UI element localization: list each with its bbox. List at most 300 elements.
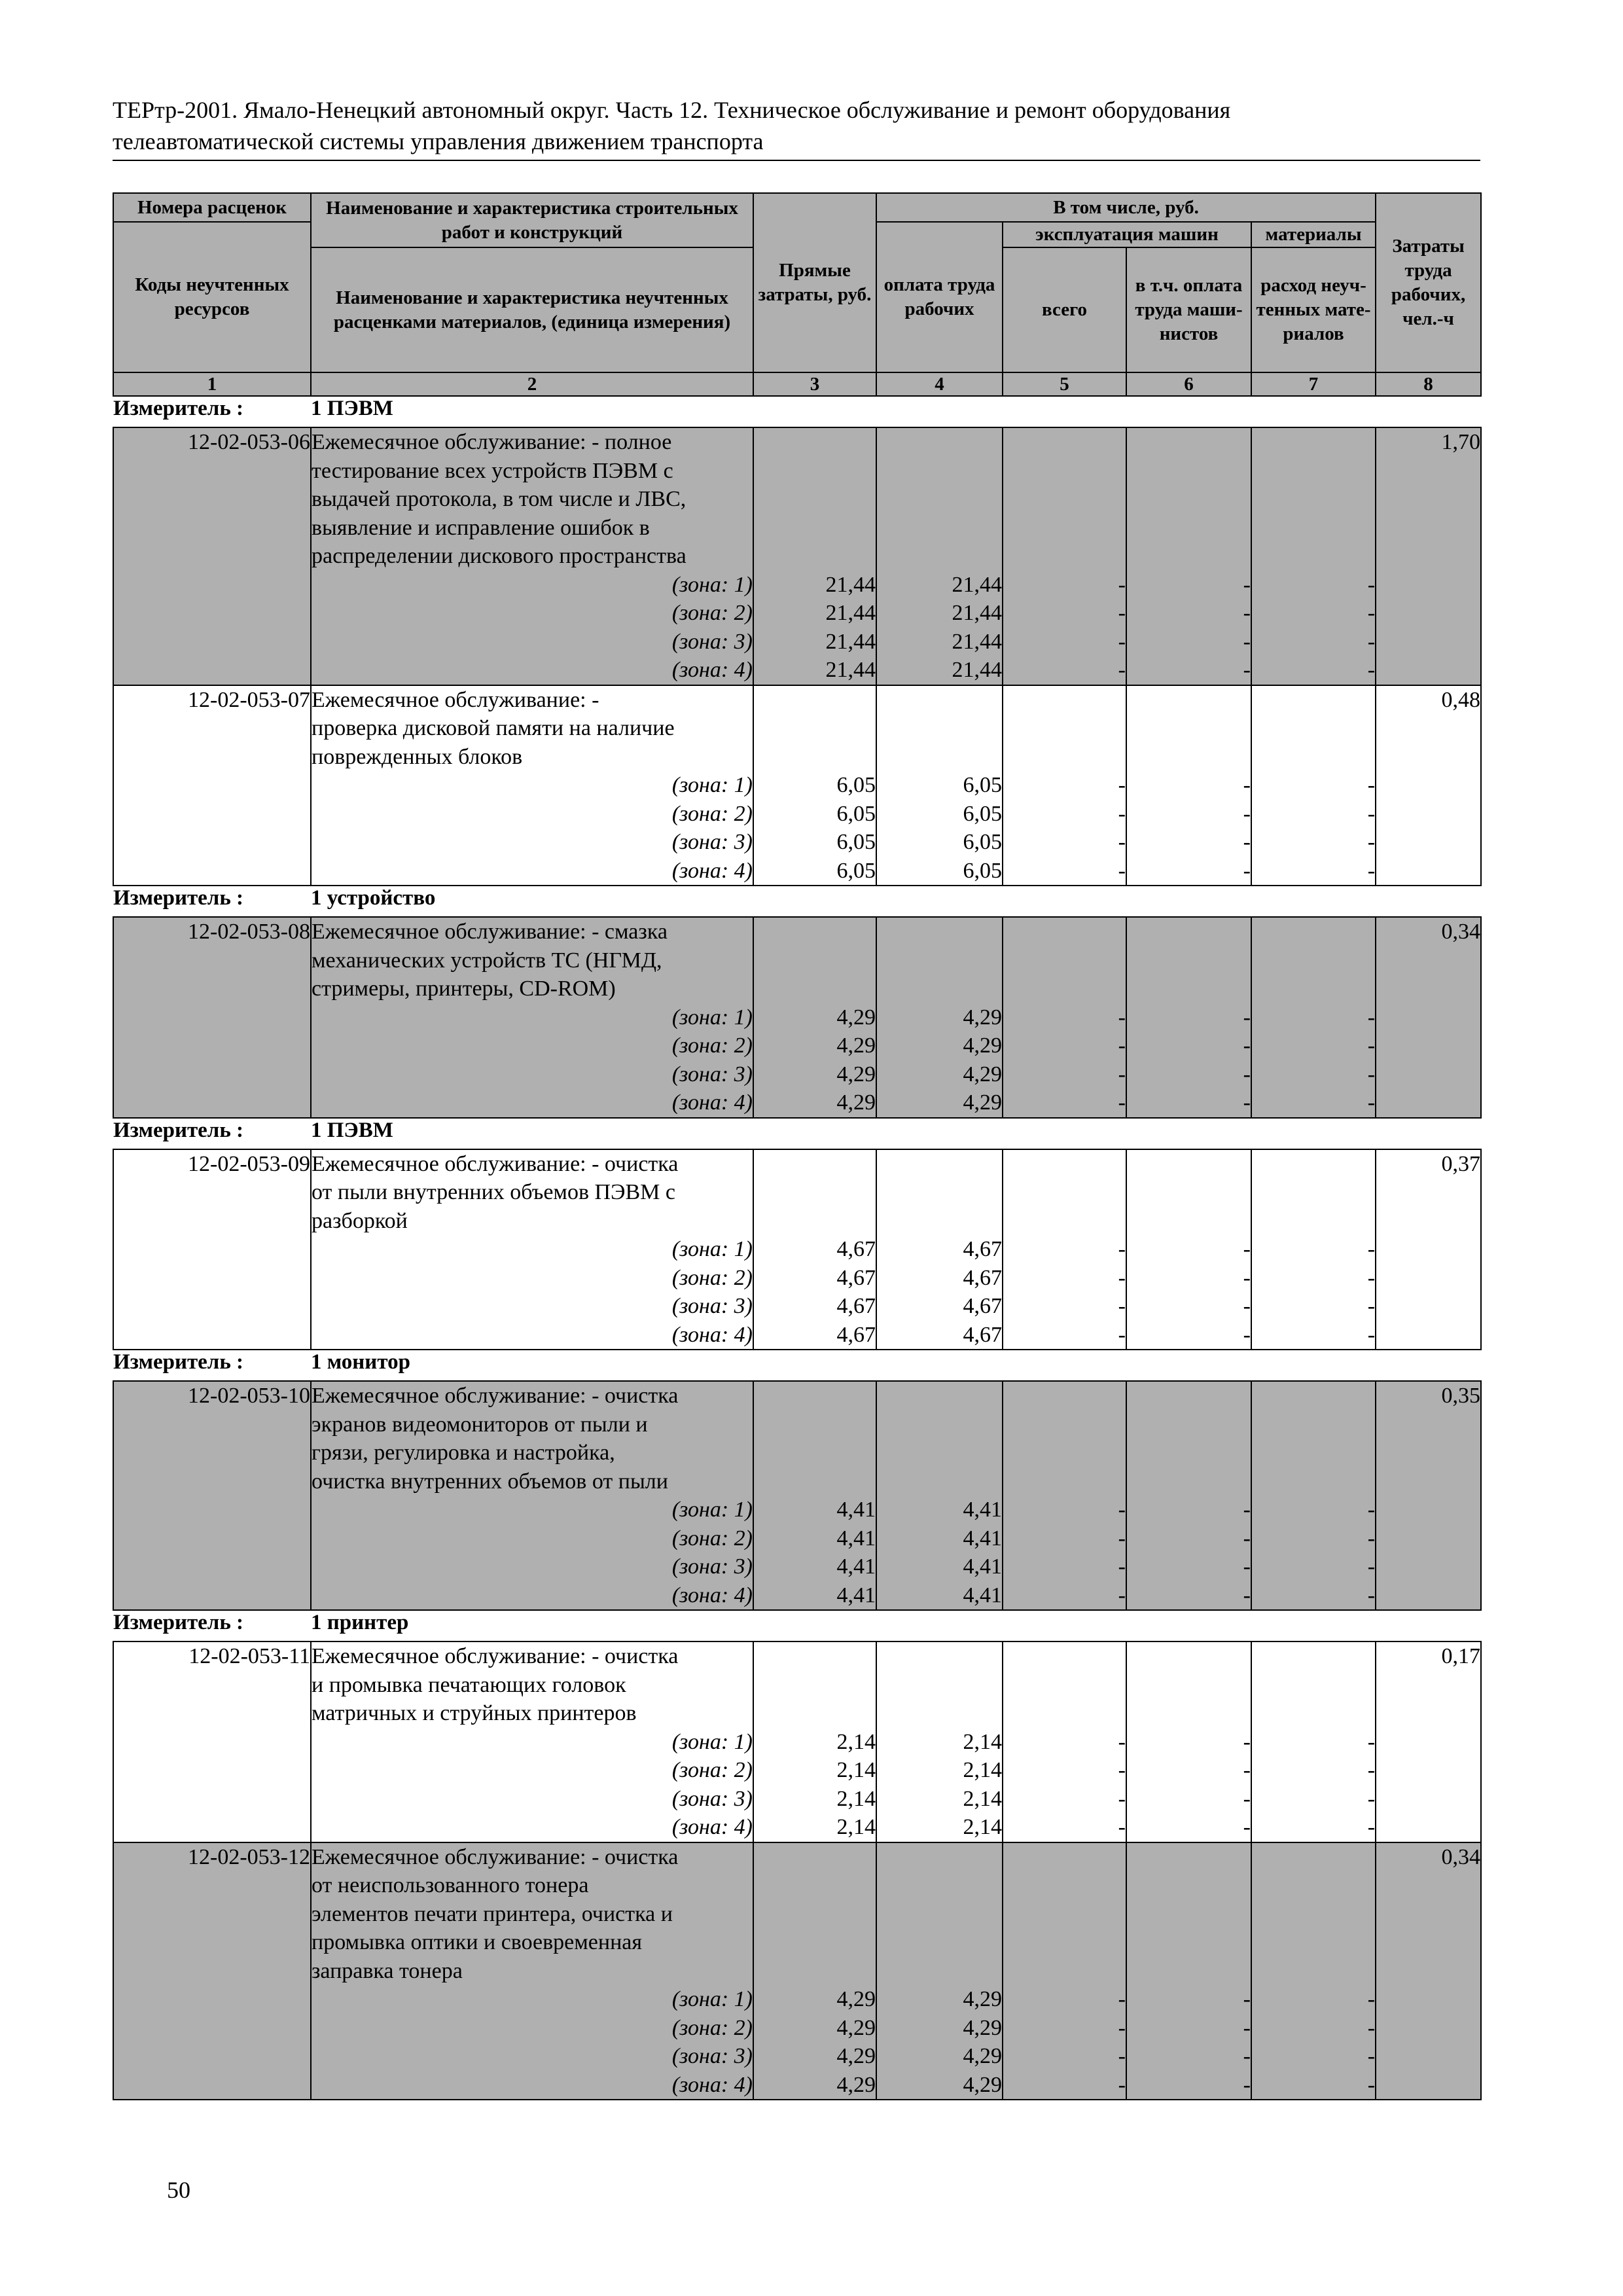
material-use: - [1251,1088,1376,1118]
empty-cell [113,1088,311,1118]
zone-label: (зона: 1) [311,1496,753,1524]
rate-code-cell [113,457,311,486]
empty-cell [876,1928,1003,1957]
zone-label: (зона: 2) [311,1756,753,1785]
machine-total: - [1003,599,1126,628]
empty-cell [1376,1957,1481,1986]
empty-cell [113,2042,311,2071]
machine-total: - [1003,800,1126,829]
rate-code-cell [113,1207,311,1236]
empty-cell [1126,1381,1251,1410]
empty-cell [753,1178,876,1207]
rate-code: 12-02-053-07 [113,685,311,715]
worker-pay: 4,67 [876,1292,1003,1321]
page-number: 50 [167,2177,190,2203]
empty-cell [1376,946,1481,975]
rate-description-line: Ежемесячное обслуживание: - очистка [311,1842,753,1872]
worker-pay: 21,44 [876,656,1003,685]
machine-total: - [1003,1003,1126,1032]
operator-pay: - [1126,1060,1251,1089]
zone-label: (зона: 3) [311,828,753,857]
empty-cell [876,975,1003,1003]
empty-cell [1126,917,1251,946]
meter-value: 1 принтер [311,1611,409,1634]
material-use: - [1251,599,1376,628]
empty-cell [876,457,1003,486]
empty-cell [1251,946,1376,975]
zone-label: (зона: 1) [311,771,753,800]
worker-pay: 4,67 [876,1264,1003,1293]
worker-pay: 4,29 [876,1088,1003,1118]
header-line-1: ТЕРтр-2001. Ямало-Ненецкий автономный округ. Часть 12. Техническое обслуживание и ремонт оборудования [113,97,1231,123]
empty-cell [1251,1957,1376,1986]
rate-row [113,917,1481,946]
empty-cell [1003,1699,1126,1728]
operator-pay: - [1126,1235,1251,1264]
empty-cell [1003,1900,1126,1929]
direct-cost: 4,29 [753,1031,876,1060]
material-use: - [1251,771,1376,800]
empty-cell [1126,485,1251,514]
rate-description-line: грязи, регулировка и настройка, [311,1439,753,1467]
material-use: - [1251,800,1376,829]
empty-cell [753,714,876,743]
direct-cost: 6,05 [753,857,876,886]
zone-label: (зона: 3) [311,1785,753,1814]
empty-cell [1003,1842,1126,1872]
empty-cell [753,1641,876,1671]
rate-row [113,975,1481,1003]
empty-cell [113,1321,311,1350]
empty-cell [1126,514,1251,543]
empty-cell [113,571,311,600]
worker-pay: 6,05 [876,771,1003,800]
rate-code-cell [113,1699,311,1728]
empty-cell [113,599,311,628]
labor-cost: 0,34 [1376,917,1481,946]
rate-code-cell [113,1900,311,1929]
empty-cell [753,1957,876,1986]
empty-cell [753,1149,876,1179]
zone-row [113,1003,1481,1032]
empty-cell [1251,917,1376,946]
header-machine-operation: эксплуатация машин [1003,222,1251,247]
empty-cell [1376,1496,1481,1524]
meter-label: Измеритель : [113,397,244,420]
empty-cell [1251,1178,1376,1207]
zone-row [113,2042,1481,2071]
worker-pay: 4,41 [876,1496,1003,1524]
material-use: - [1251,1264,1376,1293]
empty-cell [1126,714,1251,743]
meter-label: Измеритель : [113,1350,244,1374]
worker-pay: 4,29 [876,2071,1003,2100]
rate-code-cell [113,1439,311,1467]
operator-pay: - [1126,1785,1251,1814]
empty-cell [1376,1871,1481,1900]
rate-row [113,1410,1481,1439]
empty-cell [1376,1235,1481,1264]
empty-cell [1376,1728,1481,1757]
worker-pay: 4,41 [876,1524,1003,1553]
material-use: - [1251,1321,1376,1350]
machine-total: - [1003,1581,1126,1611]
empty-cell [113,1756,311,1785]
empty-cell [1003,1207,1126,1236]
empty-cell [876,1641,1003,1671]
zone-label: (зона: 4) [311,2071,753,2100]
rate-description-line: Ежемесячное обслуживание: - очистка [311,1641,753,1671]
zone-row [113,1756,1481,1785]
empty-cell [876,1900,1003,1929]
zone-row [113,571,1481,600]
material-use: - [1251,857,1376,886]
rate-description-line: Ежемесячное обслуживание: - полное [311,427,753,457]
empty-cell [1126,1671,1251,1700]
operator-pay: - [1126,571,1251,600]
empty-cell [1126,1957,1251,1986]
empty-cell [113,1524,311,1553]
rate-code-cell [113,743,311,772]
rate-row [113,1957,1481,1986]
rate-row [113,685,1481,715]
empty-cell [1376,1756,1481,1785]
rate-description-line: от пыли внутренних объемов ПЭВМ с [311,1178,753,1207]
empty-cell [1126,1207,1251,1236]
material-use: - [1251,828,1376,857]
empty-cell [1376,656,1481,685]
empty-cell [1126,946,1251,975]
empty-cell [1376,1321,1481,1350]
empty-cell [1126,1439,1251,1467]
header-materials: материалы [1251,222,1376,247]
empty-cell [113,1813,311,1842]
empty-cell [1126,1641,1251,1671]
empty-cell [1251,1467,1376,1496]
zone-label: (зона: 1) [311,1235,753,1264]
empty-cell [876,714,1003,743]
empty-cell [1003,1467,1126,1496]
worker-pay: 4,29 [876,1003,1003,1032]
zone-label: (зона: 1) [311,1003,753,1032]
empty-cell [113,828,311,857]
zone-row [113,771,1481,800]
zone-row [113,1264,1481,1293]
material-use: - [1251,1003,1376,1032]
empty-cell [1003,743,1126,772]
direct-cost: 4,67 [753,1235,876,1264]
empty-cell [1376,1031,1481,1060]
operator-pay: - [1126,1552,1251,1581]
empty-cell [876,1439,1003,1467]
zone-row [113,628,1481,656]
worker-pay: 2,14 [876,1756,1003,1785]
direct-cost: 4,41 [753,1496,876,1524]
empty-cell [1003,1957,1126,1986]
empty-cell [1126,1410,1251,1439]
zone-label: (зона: 3) [311,1292,753,1321]
rate-row [113,514,1481,543]
empty-cell [1251,743,1376,772]
worker-pay: 4,67 [876,1321,1003,1350]
meter-row [113,396,1481,427]
empty-cell [1251,1871,1376,1900]
empty-cell [876,1207,1003,1236]
direct-cost: 4,29 [753,1985,876,2014]
rate-row [113,714,1481,743]
rate-code-cell [113,1871,311,1900]
rate-code-cell [113,1957,311,1986]
empty-cell [1126,1699,1251,1728]
empty-cell [1126,1149,1251,1179]
rate-row [113,1207,1481,1236]
empty-cell [1376,857,1481,886]
empty-cell [113,628,311,656]
empty-cell [876,1957,1003,1986]
empty-cell [1003,714,1126,743]
direct-cost: 4,67 [753,1292,876,1321]
machine-total: - [1003,1321,1126,1350]
empty-cell [753,514,876,543]
column-number: 8 [1376,372,1481,396]
empty-cell [1003,485,1126,514]
rate-row [113,1178,1481,1207]
zone-row [113,1321,1481,1350]
material-use: - [1251,628,1376,656]
direct-cost: 6,05 [753,800,876,829]
rate-code: 12-02-053-09 [113,1149,311,1179]
operator-pay: - [1126,1496,1251,1524]
zone-row [113,828,1481,857]
zone-label: (зона: 2) [311,1264,753,1293]
rate-description-line: Ежемесячное обслуживание: - очистка [311,1149,753,1179]
rate-description-line: выдачей протокола, в том числе и ЛВС, [311,485,753,514]
direct-cost: 4,41 [753,1581,876,1611]
header-rate-numbers: Номера расценок [113,193,311,222]
empty-cell [1376,1985,1481,2014]
machine-total: - [1003,2014,1126,2043]
empty-cell [1003,1381,1126,1410]
column-number: 5 [1003,372,1126,396]
zone-label: (зона: 4) [311,1581,753,1611]
rate-description-line: Ежемесячное обслуживание: - [311,685,753,715]
header-total: всего [1003,247,1126,372]
machine-total: - [1003,828,1126,857]
zone-row [113,1060,1481,1089]
empty-cell [1376,1207,1481,1236]
header-resource-codes: Коды неучтенных ресурсов [113,222,311,372]
rate-row [113,1928,1481,1957]
meter-label: Измеритель : [113,1118,244,1142]
empty-cell [1376,1060,1481,1089]
empty-cell [1376,1785,1481,1814]
rate-row [113,1381,1481,1410]
empty-cell [1376,975,1481,1003]
meter-value: 1 ПЭВМ [311,397,393,420]
meter-row [113,886,1481,917]
empty-cell [1003,975,1126,1003]
rate-description-line: механических устройств ТС (НГМД, [311,946,753,975]
empty-cell [876,1149,1003,1179]
empty-cell [753,1699,876,1728]
material-use: - [1251,2014,1376,2043]
empty-cell [753,485,876,514]
empty-cell [1126,1900,1251,1929]
empty-cell [753,1467,876,1496]
empty-cell [1003,514,1126,543]
meter-row [113,1350,1481,1381]
operator-pay: - [1126,1985,1251,2014]
empty-cell [1251,514,1376,543]
empty-cell [113,2071,311,2100]
direct-cost: 21,44 [753,571,876,600]
worker-pay: 6,05 [876,800,1003,829]
worker-pay: 4,29 [876,1985,1003,2014]
empty-cell [876,485,1003,514]
operator-pay: - [1126,800,1251,829]
rate-row [113,1671,1481,1700]
zone-row [113,1031,1481,1060]
rate-row [113,427,1481,457]
meter-value: 1 ПЭВМ [311,1118,393,1142]
direct-cost: 6,05 [753,828,876,857]
zone-label: (зона: 3) [311,2042,753,2071]
worker-pay: 21,44 [876,571,1003,600]
empty-cell [113,1292,311,1321]
zone-row [113,1985,1481,2014]
empty-cell [1126,1467,1251,1496]
rate-code-cell [113,1467,311,1496]
material-use: - [1251,1581,1376,1611]
rate-row [113,1149,1481,1179]
empty-cell [1376,1900,1481,1929]
zone-label: (зона: 2) [311,2014,753,2043]
rate-row [113,542,1481,571]
empty-cell [1251,1928,1376,1957]
zone-label: (зона: 4) [311,1088,753,1118]
labor-cost: 0,34 [1376,1842,1481,1872]
empty-cell [1003,427,1126,457]
direct-cost: 21,44 [753,628,876,656]
worker-pay: 4,29 [876,2042,1003,2071]
operator-pay: - [1126,2042,1251,2071]
empty-cell [876,946,1003,975]
rate-code-cell [113,1178,311,1207]
worker-pay: 21,44 [876,628,1003,656]
empty-cell [1376,1671,1481,1700]
operator-pay: - [1126,1292,1251,1321]
direct-cost: 4,29 [753,2014,876,2043]
empty-cell [1126,1928,1251,1957]
material-use: - [1251,1985,1376,2014]
empty-cell [113,1031,311,1060]
empty-cell [1251,975,1376,1003]
empty-cell [1376,514,1481,543]
empty-cell [1003,1410,1126,1439]
direct-cost: 2,14 [753,1728,876,1757]
rate-description-line: экранов видеомониторов от пыли и [311,1410,753,1439]
rate-description-line: тестирование всех устройств ПЭВМ с [311,457,753,486]
material-use: - [1251,1756,1376,1785]
empty-cell [1003,1641,1126,1671]
machine-total: - [1003,771,1126,800]
rate-description-line: проверка дисковой памяти на наличие [311,714,753,743]
zone-row [113,857,1481,886]
empty-cell [876,1699,1003,1728]
column-number: 2 [311,372,753,396]
empty-cell [876,743,1003,772]
direct-cost: 4,29 [753,1003,876,1032]
direct-cost: 4,29 [753,1088,876,1118]
rate-code-cell [113,542,311,571]
machine-total: - [1003,1728,1126,1757]
rate-description-line: стримеры, принтеры, CD-ROM) [311,975,753,1003]
meter-row [113,1610,1481,1641]
empty-cell [876,514,1003,543]
empty-cell [753,1900,876,1929]
zone-row [113,599,1481,628]
empty-cell [1251,1410,1376,1439]
empty-cell [876,685,1003,715]
direct-cost: 2,14 [753,1813,876,1842]
machine-total: - [1003,1756,1126,1785]
machine-total: - [1003,571,1126,600]
empty-cell [1251,1439,1376,1467]
worker-pay: 2,14 [876,1813,1003,1842]
empty-cell [1126,1178,1251,1207]
rate-code-cell [113,714,311,743]
machine-total: - [1003,1813,1126,1842]
empty-cell [1126,743,1251,772]
zone-row [113,1552,1481,1581]
empty-cell [113,1235,311,1264]
rate-code: 12-02-053-12 [113,1842,311,1872]
zone-label: (зона: 3) [311,1060,753,1089]
operator-pay: - [1126,628,1251,656]
operator-pay: - [1126,1524,1251,1553]
empty-cell [1251,485,1376,514]
empty-cell [113,771,311,800]
direct-cost: 4,41 [753,1552,876,1581]
zone-label: (зона: 4) [311,1813,753,1842]
empty-cell [753,1671,876,1700]
worker-pay: 4,29 [876,1060,1003,1089]
zone-row [113,1581,1481,1611]
empty-cell [1003,917,1126,946]
empty-cell [1376,571,1481,600]
zone-label: (зона: 1) [311,571,753,600]
rate-code: 12-02-053-11 [113,1641,311,1671]
labor-cost: 0,35 [1376,1381,1481,1410]
empty-cell [1376,1088,1481,1118]
table-header [113,193,1481,396]
zone-label: (зона: 1) [311,1985,753,2014]
rate-code-cell [113,1671,311,1700]
rate-row [113,1467,1481,1496]
empty-cell [1251,1699,1376,1728]
rate-row [113,1641,1481,1671]
header-including: В том числе, руб. [876,193,1376,222]
worker-pay: 21,44 [876,599,1003,628]
machine-total: - [1003,1785,1126,1814]
material-use: - [1251,2071,1376,2100]
operator-pay: - [1126,1003,1251,1032]
empty-cell [876,1381,1003,1410]
operator-pay: - [1126,599,1251,628]
empty-cell [1251,1149,1376,1179]
rate-code-cell [113,975,311,1003]
empty-cell [1376,714,1481,743]
